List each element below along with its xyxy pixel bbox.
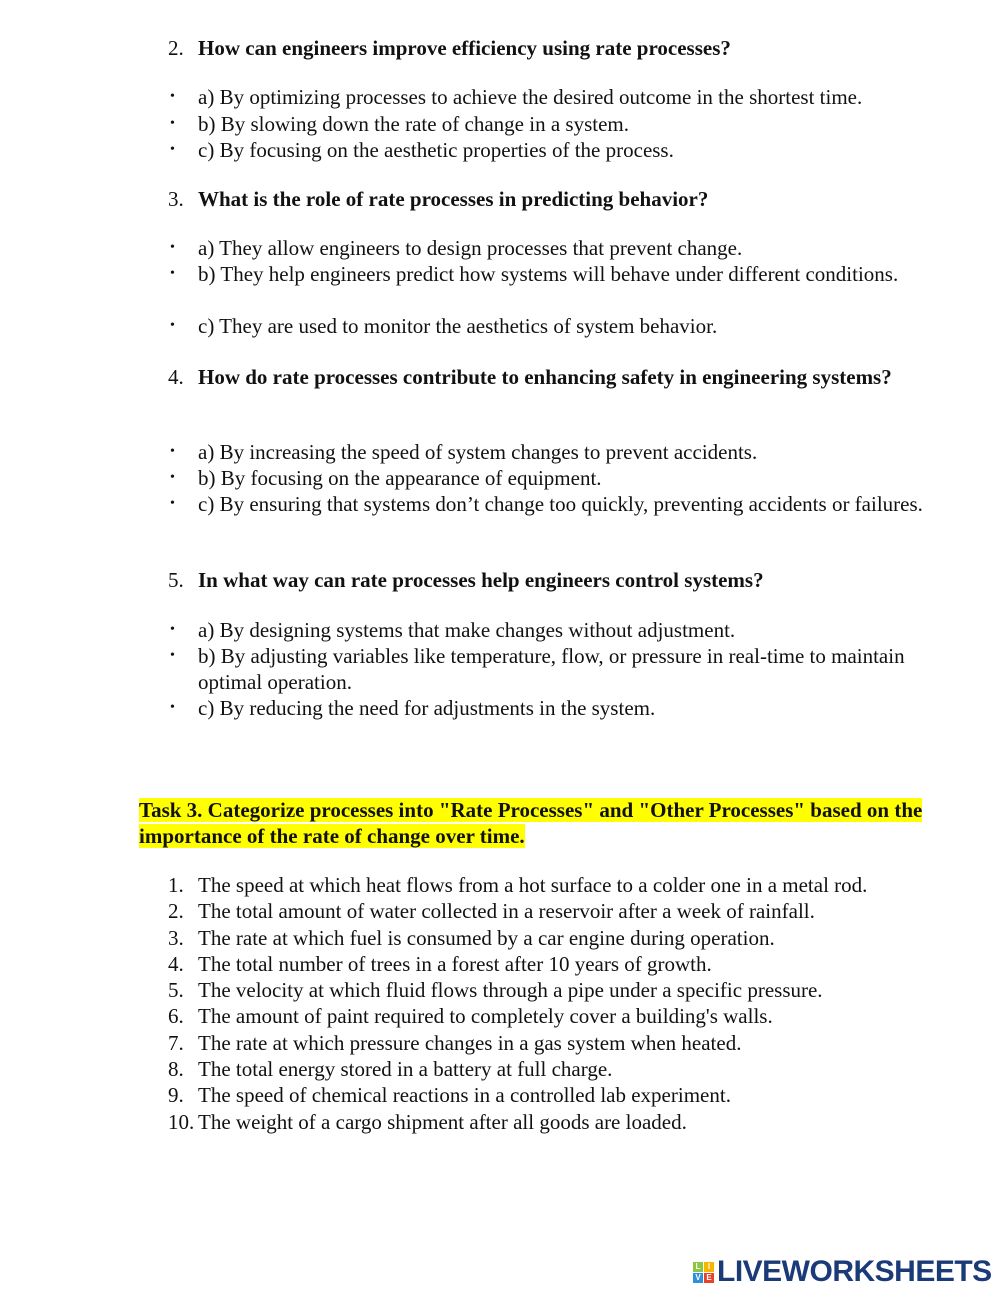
item-number: 5. [168,978,184,1003]
option-text: c) They are used to monitor the aesthetics of system behavior. [198,314,718,338]
task3-item [0,1003,1000,1029]
item-text: The speed of chemical reactions in a controlled lab experiment. [198,1083,731,1108]
question-number: 3. [168,187,184,211]
logo-text: LIVEWORKSHEETS [717,1255,992,1288]
answer-option[interactable] [0,261,1000,287]
item-number: 3. [168,925,184,950]
answer-option[interactable] [0,465,1000,491]
option-text: c) By focusing on the aesthetic properties of the process. [198,138,674,162]
logo-tile: L [693,1262,703,1272]
item-number: 2. [168,899,184,924]
question-text: How can engineers improve efficiency using rate processes? [198,36,731,60]
question-text: In what way can rate processes help engineers control systems? [198,568,764,592]
item-number: 8. [168,1057,184,1082]
logo-tile: V [693,1273,703,1283]
task3-item [0,898,1000,924]
option-text: a) By increasing the speed of system changes to prevent accidents. [198,440,758,464]
answer-option[interactable] [0,439,1000,465]
bullet-icon: • [170,142,175,157]
bullet-icon: • [170,318,175,333]
task3-item [0,951,1000,977]
bullet-icon: • [170,266,175,281]
bullet-icon: • [170,89,175,104]
task3-item [0,1030,1000,1056]
item-text: The weight of a cargo shipment after all goods are loaded. [198,1109,687,1134]
task3-item [0,1109,1000,1135]
item-text: The speed at which heat flows from a hot surface to a colder one in a metal rod. [198,873,868,897]
bullet-icon: • [170,116,175,131]
answer-option[interactable] [0,491,1000,517]
item-number: 9. [168,1083,184,1108]
logo-tiles-icon [693,1262,714,1283]
option-text: c) By ensuring that systems don’t change too quickly, preventing accidents or failures. [198,492,923,516]
task3-list [0,872,1000,1135]
option-text: a) By designing systems that make changes without adjustment. [198,618,736,642]
question-4 [0,364,1000,390]
option-text: a) By optimizing processes to achieve the desired outcome in the shortest time. [198,85,863,109]
bullet-icon: • [170,496,175,511]
task3-heading: Task 3. Categorize processes into "Rate Processes" and "Other Processes" based on the importance of the rate of change over time. [139,798,923,848]
option-text: c) By reducing the need for adjustments in the system. [198,696,656,720]
item-text: The rate at which fuel is consumed by a car engine during operation. [198,925,775,950]
option-text: b) By slowing down the rate of change in a system. [198,112,629,136]
option-text: b) By focusing on the appearance of equipment. [198,466,602,490]
item-number: 10. [168,1109,195,1134]
question-text: What is the role of rate processes in predicting behavior? [198,187,709,211]
liveworksheets-logo[interactable] [693,1255,992,1289]
item-text: The total amount of water collected in a reservoir after a week of rainfall. [198,899,815,924]
question-2 [0,35,1000,61]
task3-item [0,977,1000,1003]
item-number: 4. [168,951,184,976]
answer-option[interactable] [0,643,1000,695]
answer-option[interactable] [0,84,1000,110]
question-number: 4. [168,365,184,389]
item-text: The rate at which pressure changes in a gas system when heated. [198,1030,742,1055]
item-text: The total energy stored in a battery at full charge. [198,1057,613,1082]
logo-tile: E [704,1273,714,1283]
item-number: 1. [168,873,184,897]
answer-option[interactable] [0,313,1000,339]
question-5 [0,567,1000,593]
answer-option[interactable] [0,137,1000,163]
option-text: b) By adjusting variables like temperature, flow, or pressure in real-time to maintain optimal operation. [198,644,905,694]
question-number: 5. [168,568,184,592]
item-text: The total number of trees in a forest after 10 years of growth. [198,951,712,976]
option-text: a) They allow engineers to design processes that prevent change. [198,236,743,260]
answer-option[interactable] [0,111,1000,137]
logo-tile: I [704,1262,714,1272]
question-number: 2. [168,36,184,60]
task3-item [0,925,1000,951]
bullet-icon: • [170,648,175,663]
bullet-icon: • [170,240,175,255]
item-text: The amount of paint required to completely cover a building's walls. [198,1004,773,1029]
bullet-icon: • [170,444,175,459]
task3-item [0,1056,1000,1082]
question-text: How do rate processes contribute to enhancing safety in engineering systems? [198,365,892,389]
task3-item [0,872,1000,898]
item-text: The velocity at which fluid flows through a pipe under a specific pressure. [198,978,823,1003]
option-text: b) They help engineers predict how systems will behave under different conditions. [198,262,899,286]
bullet-icon: • [170,700,175,715]
answer-option[interactable] [0,235,1000,261]
task3-item [0,1082,1000,1108]
item-number: 6. [168,1004,184,1029]
bullet-icon: • [170,622,175,637]
bullet-icon: • [170,470,175,485]
answer-option[interactable] [0,695,1000,721]
answer-option[interactable] [0,617,1000,643]
item-number: 7. [168,1030,184,1055]
question-3 [0,186,1000,212]
